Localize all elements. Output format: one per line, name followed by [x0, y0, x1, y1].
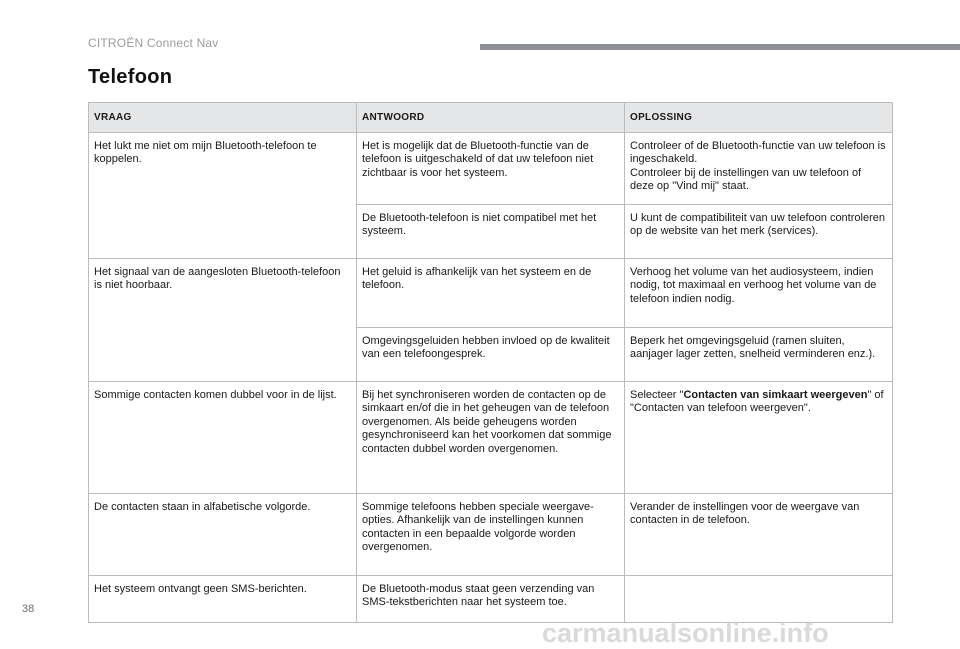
solution-cell	[625, 381, 893, 493]
watermark: carmanualsonline.info	[542, 618, 829, 648]
table-row	[89, 381, 893, 493]
table-row	[89, 132, 893, 204]
answer-cell: De Bluetooth-modus staat geen verzending van SMS-tekstberichten naar het systeem toe.	[357, 575, 625, 622]
table-row	[89, 493, 893, 575]
solution-cell: Verander de instellingen voor de weergave van contacten in de telefoon.	[625, 493, 893, 575]
question-cell: Het systeem ontvangt geen SMS-berichten.	[89, 575, 357, 622]
answer-cell: De Bluetooth-telefoon is niet compatibel met het systeem.	[357, 204, 625, 258]
table-header-row	[89, 103, 893, 133]
solution-prefix: Selecteer "	[630, 388, 684, 401]
solution-cell	[625, 575, 893, 622]
header-question: VRAAG	[89, 103, 357, 133]
solution-cell: Controleer of de Bluetooth-functie van uw telefoon is ingeschakeld. Controleer bij de instellingen van uw telefoon of deze op "Vind mij" staat.	[625, 132, 893, 204]
table-row	[89, 575, 893, 622]
answer-cell: Bij het synchroniseren worden de contacten op de simkaart en/of die in het geheugen van de telefoon overgenomen. Als beide geheugens worden gesynchroniseerd kan het voorkomen dat sommige contacten dubbel worden overgenomen.	[357, 381, 625, 493]
header-accent-bar	[480, 44, 960, 50]
solution-cell: Verhoog het volume van het audiosysteem, indien nodig, tot maximaal en verhoog het volume van de telefoon indien nodig.	[625, 258, 893, 327]
page-title: Telefoon	[88, 66, 173, 88]
solution-cell: Beperk het omgevingsgeluid (ramen sluiten, aanjager lager zetten, snelheid verminderen enz.).	[625, 327, 893, 381]
answer-cell: Omgevingsgeluiden hebben invloed op de kwaliteit van een telefoongesprek.	[357, 327, 625, 381]
header-answer: ANTWOORD	[357, 103, 625, 133]
question-cell: Sommige contacten komen dubbel voor in de lijst.	[89, 381, 357, 493]
solution-cell: U kunt de compatibiliteit van uw telefoon controleren op de website van het merk (services).	[625, 204, 893, 258]
answer-cell: Sommige telefoons hebben speciale weergave-opties. Afhankelijk van de instellingen kunnen contacten in een bepaalde volgorde worden overgenomen.	[357, 493, 625, 575]
question-cell: Het lukt me niet om mijn Bluetooth-telefoon te koppelen.	[89, 132, 357, 258]
solution-bold-option: Contacten van simkaart weergeven	[683, 388, 868, 401]
solution-suffix: " of "Contacten van telefoon weergeven".	[630, 388, 884, 414]
answer-cell: Het geluid is afhankelijk van het systeem en de telefoon.	[357, 258, 625, 327]
header-solution: OPLOSSING	[625, 103, 893, 133]
question-cell: De contacten staan in alfabetische volgorde.	[89, 493, 357, 575]
table-row	[89, 258, 893, 327]
answer-cell: Het is mogelijk dat de Bluetooth-functie van de telefoon is uitgeschakeld of dat uw telefoon niet zichtbaar is voor het systeem.	[357, 132, 625, 204]
header-brand: CITROËN Connect Nav	[88, 36, 219, 50]
question-cell: Het signaal van de aangesloten Bluetooth-telefoon is niet hoorbaar.	[89, 258, 357, 381]
troubleshooting-table	[88, 102, 893, 623]
page-number: 38	[22, 603, 35, 615]
